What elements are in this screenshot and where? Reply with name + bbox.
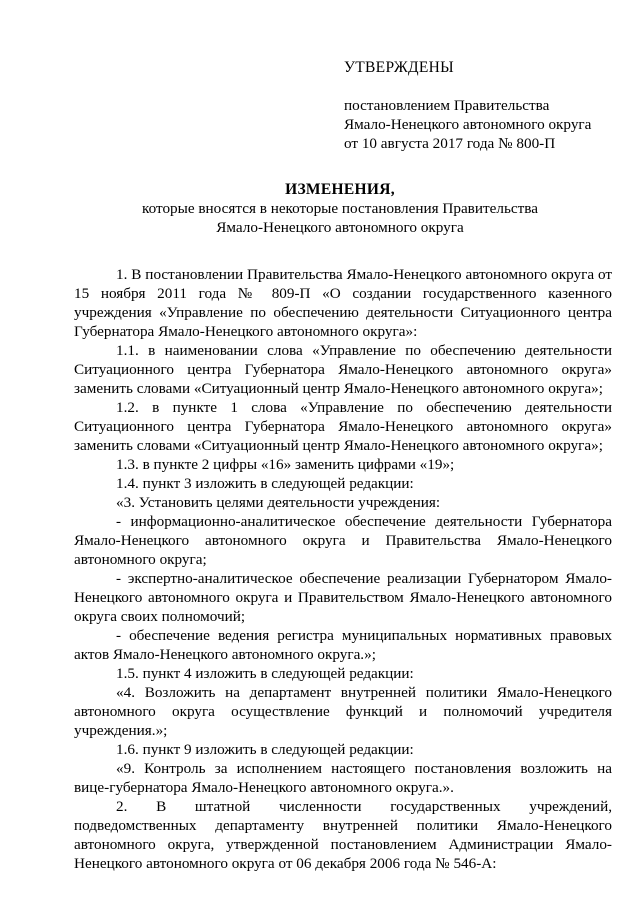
approval-line: от 10 августа 2017 года № 800-П [344,135,556,152]
paragraph-quote-3: «3. Установить целями деятельности учреждения: [116,494,441,511]
approval-heading: УТВЕРЖДЕНЫ [344,59,454,76]
document-subtitle-line: которые вносятся в некоторые постановления Правительства [142,200,538,217]
paragraph-1: 1. В постановлении Правительства Ямало-Ненецкого автономного округа от 15 ноября 2011 года № 809-П «О создании государственного казенного учреждения «Управление по обеспечению деятельности Ситуационного центра Губернатора Ямало-Ненецкого автономного округа»: [74,266,612,340]
paragraph-goal-1: - информационно-аналитическое обеспечение деятельности Губернатора Ямало-Ненецкого автономного округа и Правительства Ямало-Ненецкого автономного округа; [74,513,612,568]
paragraph-1-1: 1.1. в наименовании слова «Управление по обеспечению деятельности Ситуационного центра Губернатора Ямало-Ненецкого автономного округа» заменить словами «Ситуационный центр Ямало-Ненецкого автономного округа»; [74,342,612,397]
paragraph-goal-3: - обеспечение ведения регистра муниципальных нормативных правовых актов Ямало-Ненецкого автономного округа.»; [74,627,612,663]
paragraph-2: 2. В штатной численности государственных учреждений, подведомственных департаменту внутренней политики Ямало-Ненецкого автономного округа, утвержденной постановлением Администрации Ямало-Ненецкого автономного округа от 06 декабря 2006 года № 546-А: [74,798,612,872]
paragraph-1-5: 1.5. пункт 4 изложить в следующей редакции: [116,665,414,682]
approval-line: постановлением Правительства [344,97,550,114]
document-title-block [60,180,620,237]
paragraph-1-6: 1.6. пункт 9 изложить в следующей редакции: [116,741,414,758]
paragraph-quote-4: «4. Возложить на департамент внутренней политики Ямало-Ненецкого автономного округа осуществление функций и полномочий учредителя учреждения.»; [74,684,612,739]
approval-stamp [344,58,624,153]
paragraph-quote-9: «9. Контроль за исполнением настоящего постановления возложить на вице-губернатора Ямало-Ненецкого автономного округа.». [74,760,612,796]
approval-line: Ямало-Ненецкого автономного округа [344,116,592,133]
paragraph-1-3: 1.3. в пункте 2 цифры «16» заменить цифрами «19»; [116,456,455,473]
paragraph-1-2: 1.2. в пункте 1 слова «Управление по обеспечению деятельности Ситуационного центра Губернатора Ямало-Ненецкого автономного округа» заменить словами «Ситуационный центр Ямало-Ненецкого автономного округа»; [74,399,612,454]
document-subtitle-line: Ямало-Ненецкого автономного округа [216,219,464,236]
document-title: ИЗМЕНЕНИЯ, [285,181,395,198]
document-body [74,265,612,873]
paragraph-goal-2: - экспертно-аналитическое обеспечение реализации Губернатором Ямало-Ненецкого автономного округа и Правительством Ямало-Ненецкого автономного округа своих полномочий; [74,570,612,625]
paragraph-1-4: 1.4. пункт 3 изложить в следующей редакции: [116,475,414,492]
